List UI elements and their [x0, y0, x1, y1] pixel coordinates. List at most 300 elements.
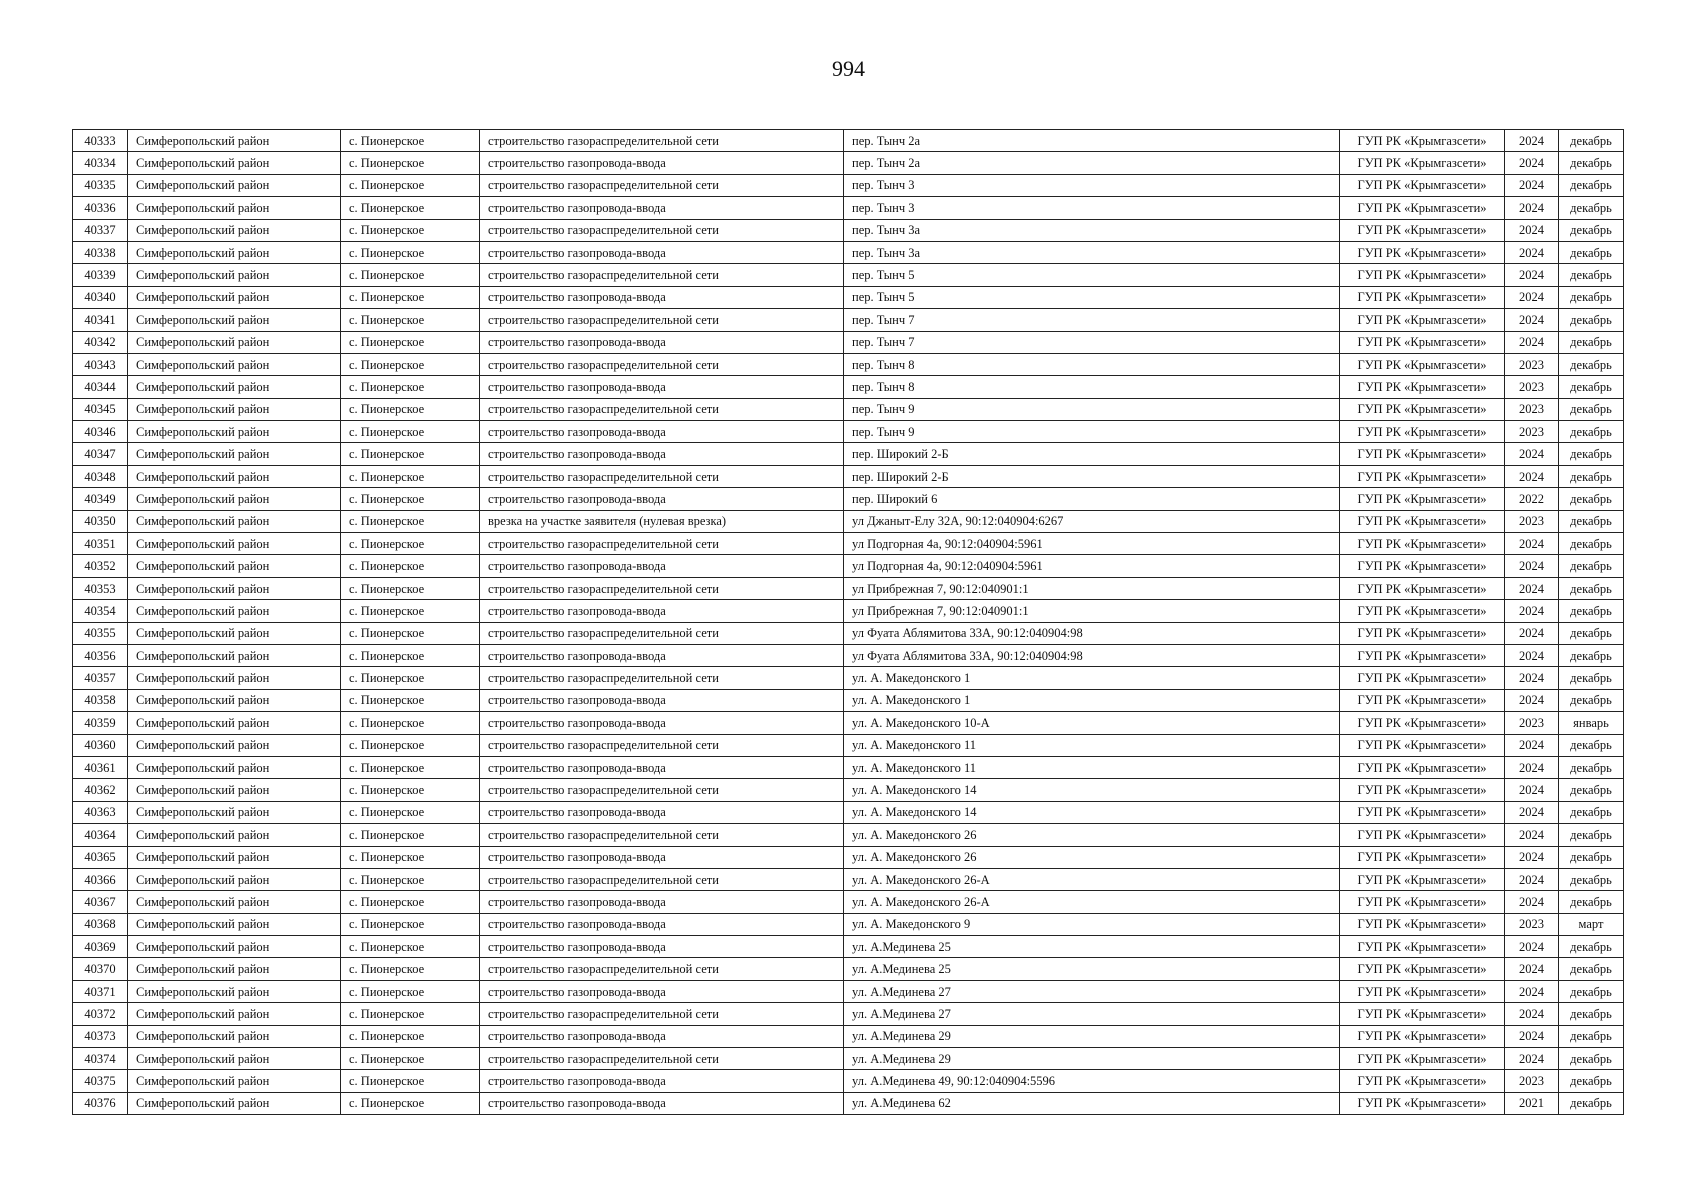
year-cell: 2024 — [1505, 241, 1559, 263]
locality-cell: с. Пионерское — [341, 667, 480, 689]
table-row — [73, 555, 1624, 577]
locality-cell: с. Пионерское — [341, 331, 480, 353]
address-cell: ул. А.Мединева 27 — [844, 980, 1340, 1002]
district-cell: Симферопольский район — [128, 286, 341, 308]
table-row — [73, 398, 1624, 420]
organization-cell: ГУП РК «Крымгазсети» — [1340, 824, 1505, 846]
year-cell: 2024 — [1505, 1048, 1559, 1070]
year-cell: 2022 — [1505, 488, 1559, 510]
table-row — [73, 488, 1624, 510]
locality-cell: с. Пионерское — [341, 980, 480, 1002]
work-type-cell: строительство газораспределительной сети — [480, 734, 844, 756]
work-type-cell: строительство газопровода-ввода — [480, 980, 844, 1002]
address-cell: ул. А. Македонского 10-А — [844, 712, 1340, 734]
month-cell: декабрь — [1559, 868, 1624, 890]
locality-cell: с. Пионерское — [341, 533, 480, 555]
table-row — [73, 1025, 1624, 1047]
district-cell: Симферопольский район — [128, 398, 341, 420]
organization-cell: ГУП РК «Крымгазсети» — [1340, 712, 1505, 734]
district-cell: Симферопольский район — [128, 667, 341, 689]
address-cell: пер. Широкий 6 — [844, 488, 1340, 510]
row-number: 40370 — [73, 958, 128, 980]
organization-cell: ГУП РК «Крымгазсети» — [1340, 309, 1505, 331]
work-type-cell: строительство газопровода-ввода — [480, 152, 844, 174]
organization-cell: ГУП РК «Крымгазсети» — [1340, 1025, 1505, 1047]
month-cell: декабрь — [1559, 510, 1624, 532]
address-cell: пер. Тынч 3а — [844, 241, 1340, 263]
district-cell: Симферопольский район — [128, 891, 341, 913]
district-cell: Симферопольский район — [128, 980, 341, 1002]
organization-cell: ГУП РК «Крымгазсети» — [1340, 644, 1505, 666]
organization-cell: ГУП РК «Крымгазсети» — [1340, 264, 1505, 286]
month-cell: декабрь — [1559, 801, 1624, 823]
organization-cell: ГУП РК «Крымгазсети» — [1340, 577, 1505, 599]
work-type-cell: строительство газораспределительной сети — [480, 174, 844, 196]
district-cell: Симферопольский район — [128, 555, 341, 577]
work-type-cell: строительство газораспределительной сети — [480, 353, 844, 375]
row-number: 40344 — [73, 376, 128, 398]
organization-cell: ГУП РК «Крымгазсети» — [1340, 286, 1505, 308]
month-cell: декабрь — [1559, 734, 1624, 756]
address-cell: ул. А. Македонского 26-А — [844, 868, 1340, 890]
address-cell: пер. Тынч 3 — [844, 197, 1340, 219]
year-cell: 2024 — [1505, 465, 1559, 487]
table-row — [73, 667, 1624, 689]
table-row — [73, 936, 1624, 958]
address-cell: ул. А.Мединева 29 — [844, 1025, 1340, 1047]
month-cell: декабрь — [1559, 465, 1624, 487]
locality-cell: с. Пионерское — [341, 353, 480, 375]
locality-cell: с. Пионерское — [341, 421, 480, 443]
row-number: 40339 — [73, 264, 128, 286]
organization-cell: ГУП РК «Крымгазсети» — [1340, 913, 1505, 935]
district-cell: Симферопольский район — [128, 533, 341, 555]
year-cell: 2024 — [1505, 1025, 1559, 1047]
locality-cell: с. Пионерское — [341, 868, 480, 890]
row-number: 40335 — [73, 174, 128, 196]
row-number: 40369 — [73, 936, 128, 958]
row-number: 40351 — [73, 533, 128, 555]
table-row — [73, 712, 1624, 734]
locality-cell: с. Пионерское — [341, 510, 480, 532]
month-cell: декабрь — [1559, 779, 1624, 801]
page-number: 994 — [832, 56, 865, 81]
row-number: 40333 — [73, 130, 128, 152]
table-row — [73, 1092, 1624, 1114]
district-cell: Симферопольский район — [128, 331, 341, 353]
table-row — [73, 197, 1624, 219]
month-cell: декабрь — [1559, 241, 1624, 263]
address-cell: ул. А. Македонского 26 — [844, 846, 1340, 868]
year-cell: 2024 — [1505, 555, 1559, 577]
work-type-cell: строительство газопровода-ввода — [480, 936, 844, 958]
work-type-cell: строительство газопровода-ввода — [480, 241, 844, 263]
organization-cell: ГУП РК «Крымгазсети» — [1340, 868, 1505, 890]
year-cell: 2023 — [1505, 913, 1559, 935]
year-cell: 2024 — [1505, 667, 1559, 689]
address-cell: ул. А. Македонского 14 — [844, 801, 1340, 823]
work-type-cell: строительство газораспределительной сети — [480, 219, 844, 241]
organization-cell: ГУП РК «Крымгазсети» — [1340, 1048, 1505, 1070]
district-cell: Симферопольский район — [128, 577, 341, 599]
table-row — [73, 376, 1624, 398]
locality-cell: с. Пионерское — [341, 1070, 480, 1092]
year-cell: 2024 — [1505, 152, 1559, 174]
organization-cell: ГУП РК «Крымгазсети» — [1340, 600, 1505, 622]
work-type-cell: строительство газопровода-ввода — [480, 801, 844, 823]
work-type-cell: строительство газопровода-ввода — [480, 443, 844, 465]
year-cell: 2024 — [1505, 980, 1559, 1002]
district-cell: Симферопольский район — [128, 152, 341, 174]
month-cell: декабрь — [1559, 174, 1624, 196]
month-cell: декабрь — [1559, 286, 1624, 308]
address-cell: ул Прибрежная 7, 90:12:040901:1 — [844, 577, 1340, 599]
work-type-cell: строительство газораспределительной сети — [480, 130, 844, 152]
address-cell: ул. А.Мединева 25 — [844, 958, 1340, 980]
district-cell: Симферопольский район — [128, 174, 341, 196]
organization-cell: ГУП РК «Крымгазсети» — [1340, 801, 1505, 823]
organization-cell: ГУП РК «Крымгазсети» — [1340, 734, 1505, 756]
address-cell: ул. А. Македонского 11 — [844, 756, 1340, 778]
work-type-cell: строительство газопровода-ввода — [480, 555, 844, 577]
address-cell: ул. А. Македонского 1 — [844, 667, 1340, 689]
address-cell: ул. А. Македонского 14 — [844, 779, 1340, 801]
table-row — [73, 1070, 1624, 1092]
organization-cell: ГУП РК «Крымгазсети» — [1340, 555, 1505, 577]
work-type-cell: строительство газопровода-ввода — [480, 846, 844, 868]
year-cell: 2024 — [1505, 286, 1559, 308]
address-cell: пер. Тынч 3а — [844, 219, 1340, 241]
row-number: 40353 — [73, 577, 128, 599]
organization-cell: ГУП РК «Крымгазсети» — [1340, 421, 1505, 443]
address-cell: пер. Тынч 2а — [844, 130, 1340, 152]
locality-cell: с. Пионерское — [341, 443, 480, 465]
month-cell: декабрь — [1559, 1070, 1624, 1092]
district-cell: Симферопольский район — [128, 130, 341, 152]
locality-cell: с. Пионерское — [341, 398, 480, 420]
locality-cell: с. Пионерское — [341, 197, 480, 219]
month-cell: декабрь — [1559, 376, 1624, 398]
year-cell: 2024 — [1505, 958, 1559, 980]
address-cell: ул. А. Македонского 1 — [844, 689, 1340, 711]
district-cell: Симферопольский район — [128, 421, 341, 443]
district-cell: Симферопольский район — [128, 600, 341, 622]
district-cell: Симферопольский район — [128, 241, 341, 263]
address-cell: ул. А. Македонского 9 — [844, 913, 1340, 935]
row-number: 40343 — [73, 353, 128, 375]
year-cell: 2024 — [1505, 644, 1559, 666]
month-cell: декабрь — [1559, 197, 1624, 219]
organization-cell: ГУП РК «Крымгазсети» — [1340, 689, 1505, 711]
organization-cell: ГУП РК «Крымгазсети» — [1340, 980, 1505, 1002]
locality-cell: с. Пионерское — [341, 577, 480, 599]
locality-cell: с. Пионерское — [341, 600, 480, 622]
month-cell: декабрь — [1559, 824, 1624, 846]
work-type-cell: строительство газораспределительной сети — [480, 868, 844, 890]
year-cell: 2024 — [1505, 219, 1559, 241]
table-row — [73, 779, 1624, 801]
organization-cell: ГУП РК «Крымгазсети» — [1340, 958, 1505, 980]
work-type-cell: строительство газопровода-ввода — [480, 1092, 844, 1114]
address-cell: пер. Тынч 8 — [844, 376, 1340, 398]
year-cell: 2023 — [1505, 398, 1559, 420]
locality-cell: с. Пионерское — [341, 286, 480, 308]
locality-cell: с. Пионерское — [341, 689, 480, 711]
address-cell: пер. Тынч 7 — [844, 309, 1340, 331]
district-cell: Симферопольский район — [128, 1070, 341, 1092]
organization-cell: ГУП РК «Крымгазсети» — [1340, 130, 1505, 152]
row-number: 40349 — [73, 488, 128, 510]
district-cell: Симферопольский район — [128, 1092, 341, 1114]
month-cell: декабрь — [1559, 152, 1624, 174]
address-cell: ул. А.Мединева 27 — [844, 1003, 1340, 1025]
organization-cell: ГУП РК «Крымгазсети» — [1340, 241, 1505, 263]
table-row — [73, 824, 1624, 846]
table-row — [73, 331, 1624, 353]
district-cell: Симферопольский район — [128, 936, 341, 958]
work-type-cell: строительство газопровода-ввода — [480, 712, 844, 734]
month-cell: декабрь — [1559, 891, 1624, 913]
organization-cell: ГУП РК «Крымгазсети» — [1340, 465, 1505, 487]
organization-cell: ГУП РК «Крымгазсети» — [1340, 1003, 1505, 1025]
locality-cell: с. Пионерское — [341, 264, 480, 286]
district-cell: Симферопольский район — [128, 1025, 341, 1047]
year-cell: 2024 — [1505, 600, 1559, 622]
year-cell: 2024 — [1505, 801, 1559, 823]
year-cell: 2024 — [1505, 197, 1559, 219]
month-cell: декабрь — [1559, 1025, 1624, 1047]
work-type-cell: строительство газопровода-ввода — [480, 644, 844, 666]
work-type-cell: строительство газопровода-ввода — [480, 421, 844, 443]
row-number: 40373 — [73, 1025, 128, 1047]
work-type-cell: строительство газопровода-ввода — [480, 913, 844, 935]
address-cell: ул Прибрежная 7, 90:12:040901:1 — [844, 600, 1340, 622]
month-cell: декабрь — [1559, 130, 1624, 152]
district-cell: Симферопольский район — [128, 510, 341, 532]
locality-cell: с. Пионерское — [341, 1025, 480, 1047]
district-cell: Симферопольский район — [128, 264, 341, 286]
year-cell: 2024 — [1505, 533, 1559, 555]
work-type-cell: строительство газопровода-ввода — [480, 331, 844, 353]
organization-cell: ГУП РК «Крымгазсети» — [1340, 533, 1505, 555]
year-cell: 2023 — [1505, 421, 1559, 443]
registry-body — [73, 130, 1624, 1115]
month-cell: декабрь — [1559, 936, 1624, 958]
row-number: 40375 — [73, 1070, 128, 1092]
address-cell: ул. А. Македонского 11 — [844, 734, 1340, 756]
locality-cell: с. Пионерское — [341, 1003, 480, 1025]
district-cell: Симферопольский район — [128, 824, 341, 846]
row-number: 40357 — [73, 667, 128, 689]
year-cell: 2024 — [1505, 779, 1559, 801]
table-row — [73, 577, 1624, 599]
row-number: 40359 — [73, 712, 128, 734]
address-cell: ул Джаныт-Елу 32А, 90:12:040904:6267 — [844, 510, 1340, 532]
district-cell: Симферопольский район — [128, 219, 341, 241]
row-number: 40352 — [73, 555, 128, 577]
organization-cell: ГУП РК «Крымгазсети» — [1340, 779, 1505, 801]
address-cell: пер. Тынч 2а — [844, 152, 1340, 174]
organization-cell: ГУП РК «Крымгазсети» — [1340, 331, 1505, 353]
row-number: 40355 — [73, 622, 128, 644]
table-row — [73, 465, 1624, 487]
district-cell: Симферопольский район — [128, 689, 341, 711]
address-cell: пер. Тынч 3 — [844, 174, 1340, 196]
year-cell: 2023 — [1505, 376, 1559, 398]
month-cell: декабрь — [1559, 353, 1624, 375]
year-cell: 2024 — [1505, 443, 1559, 465]
address-cell: ул. А.Мединева 29 — [844, 1048, 1340, 1070]
work-type-cell: строительство газораспределительной сети — [480, 1003, 844, 1025]
month-cell: декабрь — [1559, 644, 1624, 666]
gasification-registry-table — [72, 129, 1624, 1115]
year-cell: 2024 — [1505, 1003, 1559, 1025]
month-cell: декабрь — [1559, 577, 1624, 599]
table-row — [73, 644, 1624, 666]
address-cell: ул Фуата Аблямитова 33А, 90:12:040904:98 — [844, 644, 1340, 666]
locality-cell: с. Пионерское — [341, 241, 480, 263]
month-cell: декабрь — [1559, 1048, 1624, 1070]
row-number: 40334 — [73, 152, 128, 174]
row-number: 40347 — [73, 443, 128, 465]
row-number: 40363 — [73, 801, 128, 823]
table-row — [73, 689, 1624, 711]
district-cell: Симферопольский район — [128, 846, 341, 868]
table-row — [73, 152, 1624, 174]
locality-cell: с. Пионерское — [341, 174, 480, 196]
locality-cell: с. Пионерское — [341, 734, 480, 756]
organization-cell: ГУП РК «Крымгазсети» — [1340, 443, 1505, 465]
year-cell: 2023 — [1505, 353, 1559, 375]
district-cell: Симферопольский район — [128, 1003, 341, 1025]
district-cell: Симферопольский район — [128, 756, 341, 778]
district-cell: Симферопольский район — [128, 779, 341, 801]
row-number: 40367 — [73, 891, 128, 913]
locality-cell: с. Пионерское — [341, 488, 480, 510]
locality-cell: с. Пионерское — [341, 376, 480, 398]
table-row — [73, 443, 1624, 465]
address-cell: пер. Тынч 9 — [844, 398, 1340, 420]
organization-cell: ГУП РК «Крымгазсети» — [1340, 488, 1505, 510]
address-cell: пер. Тынч 5 — [844, 286, 1340, 308]
locality-cell: с. Пионерское — [341, 936, 480, 958]
address-cell: ул. А.Мединева 49, 90:12:040904:5596 — [844, 1070, 1340, 1092]
work-type-cell: строительство газораспределительной сети — [480, 577, 844, 599]
organization-cell: ГУП РК «Крымгазсети» — [1340, 846, 1505, 868]
table-row — [73, 1003, 1624, 1025]
row-number: 40350 — [73, 510, 128, 532]
locality-cell: с. Пионерское — [341, 219, 480, 241]
month-cell: декабрь — [1559, 600, 1624, 622]
locality-cell: с. Пионерское — [341, 801, 480, 823]
table-row — [73, 130, 1624, 152]
month-cell: декабрь — [1559, 443, 1624, 465]
address-cell: ул. А.Мединева 25 — [844, 936, 1340, 958]
table-row — [73, 958, 1624, 980]
month-cell: декабрь — [1559, 622, 1624, 644]
organization-cell: ГУП РК «Крымгазсети» — [1340, 376, 1505, 398]
district-cell: Симферопольский район — [128, 353, 341, 375]
work-type-cell: строительство газораспределительной сети — [480, 264, 844, 286]
locality-cell: с. Пионерское — [341, 1092, 480, 1114]
table-row — [73, 868, 1624, 890]
row-number: 40364 — [73, 824, 128, 846]
district-cell: Симферопольский район — [128, 734, 341, 756]
month-cell: декабрь — [1559, 421, 1624, 443]
district-cell: Симферопольский район — [128, 197, 341, 219]
row-number: 40361 — [73, 756, 128, 778]
work-type-cell: строительство газораспределительной сети — [480, 824, 844, 846]
organization-cell: ГУП РК «Крымгазсети» — [1340, 219, 1505, 241]
table-row — [73, 846, 1624, 868]
work-type-cell: строительство газопровода-ввода — [480, 600, 844, 622]
locality-cell: с. Пионерское — [341, 555, 480, 577]
work-type-cell: строительство газопровода-ввода — [480, 1070, 844, 1092]
organization-cell: ГУП РК «Крымгазсети» — [1340, 510, 1505, 532]
month-cell: декабрь — [1559, 980, 1624, 1002]
locality-cell: с. Пионерское — [341, 465, 480, 487]
organization-cell: ГУП РК «Крымгазсети» — [1340, 353, 1505, 375]
year-cell: 2024 — [1505, 756, 1559, 778]
locality-cell: с. Пионерское — [341, 152, 480, 174]
address-cell: ул. А.Мединева 62 — [844, 1092, 1340, 1114]
table-row — [73, 264, 1624, 286]
row-number: 40365 — [73, 846, 128, 868]
year-cell: 2024 — [1505, 891, 1559, 913]
locality-cell: с. Пионерское — [341, 309, 480, 331]
locality-cell: с. Пионерское — [341, 958, 480, 980]
district-cell: Симферопольский район — [128, 801, 341, 823]
locality-cell: с. Пионерское — [341, 644, 480, 666]
table-row — [73, 891, 1624, 913]
work-type-cell: строительство газораспределительной сети — [480, 398, 844, 420]
table-row — [73, 1048, 1624, 1070]
row-number: 40338 — [73, 241, 128, 263]
month-cell: декабрь — [1559, 689, 1624, 711]
organization-cell: ГУП РК «Крымгазсети» — [1340, 398, 1505, 420]
table-row — [73, 801, 1624, 823]
address-cell: ул Подгорная 4а, 90:12:040904:5961 — [844, 555, 1340, 577]
work-type-cell: строительство газопровода-ввода — [480, 197, 844, 219]
organization-cell: ГУП РК «Крымгазсети» — [1340, 152, 1505, 174]
locality-cell: с. Пионерское — [341, 913, 480, 935]
row-number: 40342 — [73, 331, 128, 353]
row-number: 40346 — [73, 421, 128, 443]
district-cell: Симферопольский район — [128, 309, 341, 331]
year-cell: 2024 — [1505, 331, 1559, 353]
organization-cell: ГУП РК «Крымгазсети» — [1340, 891, 1505, 913]
row-number: 40362 — [73, 779, 128, 801]
table-row — [73, 421, 1624, 443]
month-cell: декабрь — [1559, 1092, 1624, 1114]
work-type-cell: врезка на участке заявителя (нулевая врезка) — [480, 510, 844, 532]
month-cell: декабрь — [1559, 846, 1624, 868]
organization-cell: ГУП РК «Крымгазсети» — [1340, 197, 1505, 219]
table-row — [73, 286, 1624, 308]
work-type-cell: строительство газораспределительной сети — [480, 667, 844, 689]
month-cell: декабрь — [1559, 958, 1624, 980]
district-cell: Симферопольский район — [128, 644, 341, 666]
year-cell: 2024 — [1505, 936, 1559, 958]
locality-cell: с. Пионерское — [341, 622, 480, 644]
work-type-cell: строительство газопровода-ввода — [480, 689, 844, 711]
month-cell: декабрь — [1559, 219, 1624, 241]
month-cell: декабрь — [1559, 533, 1624, 555]
address-cell: пер. Тынч 8 — [844, 353, 1340, 375]
year-cell: 2024 — [1505, 689, 1559, 711]
work-type-cell: строительство газораспределительной сети — [480, 958, 844, 980]
row-number: 40358 — [73, 689, 128, 711]
